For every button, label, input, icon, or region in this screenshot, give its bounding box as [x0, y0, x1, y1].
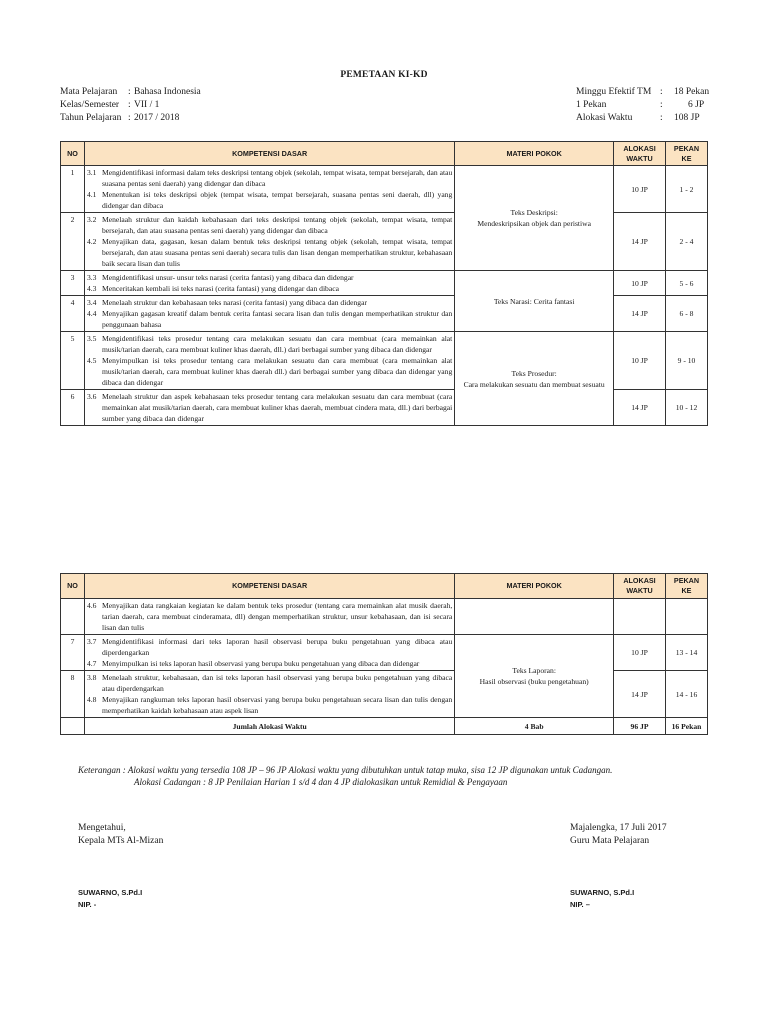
kd-item: 4.8 Menyajikan rangkuman teks laporan hasil observasi yang berupa buku pengetahuan secara lisan dan tulis dengan memperhatikan kaidah kebahasaan atau aspek lisan — [86, 695, 453, 715]
kd-item: 3.6 Menelaah struktur dan aspek kebahasaan teks prosedur tentang cara melakukan sesuatu dan cara membuat (cara memainkan alat musik/tarian daerah, cara membuat kuliner khas daerah, membuat cindera mata, dll.) dari berbagai sumber yang dibaca dan didengar — [86, 392, 453, 423]
row-no: 1 — [61, 166, 85, 213]
kd-cell — [84, 271, 454, 296]
kd-item: 3.7 Mengidentifikasi informasi dari teks laporan hasil observasi berupa buku pengetahuan yang dibaca atau diperdengarkan — [86, 637, 453, 657]
kd-item: 4.2 Menyajikan data, gagasan, kesan dalam bentuk teks deskripsi tentang objek (sekolah, tempat wisata, tempat bersejarah, dan atau suasana pentas seni daerah) secara tulis dan lisan dengan memperhatikan struktur, kebahasaan baik secara lisan dan tulis — [86, 237, 453, 268]
info-value: 108 JP — [674, 113, 700, 123]
kikd-table-2 — [60, 573, 708, 735]
pekan-cell: 2 - 4 — [666, 213, 708, 271]
row-no: 3 — [61, 271, 85, 296]
kd-cell — [84, 599, 454, 635]
table-row — [61, 166, 708, 213]
pekan-cell: 5 - 6 — [666, 271, 708, 296]
signature-left: Mengetahui, Kepala MTs Al-Mizan — [78, 823, 164, 846]
alokasi-cell: 10 JP — [614, 635, 666, 671]
alokasi-cell: 14 JP — [614, 296, 666, 332]
kd-item: 3.4 Menelaah struktur dan kebahasaan teks narasi (cerita fantasi) yang dibaca dan didengar — [86, 298, 368, 307]
kd-item: 4.4 Menyajikan gagasan kreatif dalam bentuk cerita fantasi secara lisan dan tulis dengan memperhatikan struktur dan penggunaan bahasa — [86, 309, 453, 329]
kd-item: 4.7 Menyimpulkan isi teks laporan hasil observasi yang berupa buku pengetahuan yang dibaca dan didengar — [86, 659, 420, 668]
signature-right: Majalengka, 17 Juli 2017 Guru Mata Pelajaran — [570, 823, 667, 846]
kd-cell — [84, 213, 454, 271]
alokasi-cell: 10 JP — [614, 271, 666, 296]
header-alokasi: ALOKASI WAKTU — [614, 142, 666, 166]
header-pekan: PEKAN KE — [666, 142, 708, 166]
alokasi-cell: 14 JP — [614, 213, 666, 271]
alokasi-cell: 10 JP — [614, 166, 666, 213]
kd-item: 4.1 Menentukan isi teks deskripsi objek (tempat wisata, tempat bersejarah, suasana pentas seni daerah, dll) yang didengar dan dibaca — [86, 190, 453, 210]
signature-right-name: SUWARNO, S.Pd.I NIP. – — [570, 888, 635, 909]
table-row — [61, 332, 708, 390]
header-materi: MATERI POKOK — [455, 142, 614, 166]
kd-cell — [84, 671, 454, 718]
info-left: Mata Pelajaran : Bahasa Indonesia Kelas/Semester : VII / 1 Tahun Pelajaran : 2017 / 2018 — [60, 87, 201, 123]
kd-item: 4.3 Menceritakan kembali isi teks narasi (cerita fantasi) yang didengar dan dibaca — [86, 284, 339, 293]
row-no: 2 — [61, 213, 85, 271]
kd-cell — [84, 332, 454, 390]
row-no: 8 — [61, 671, 85, 718]
header-kd: KOMPETENSI DASAR — [84, 574, 454, 599]
info-label: Alokasi Waktu — [576, 113, 633, 123]
pekan-cell: 13 - 14 — [665, 635, 707, 671]
materi-cell: Teks Deskripsi: Mendeskripsikan objek dan peristiwa — [455, 166, 614, 271]
pekan-cell: 14 - 16 — [665, 671, 707, 718]
info-right: Minggu Efektif TM : 18 Pekan 1 Pekan : 6 JP Alokasi Waktu : 108 JP — [576, 87, 710, 123]
header-alokasi: ALOKASI WAKTU — [614, 574, 666, 599]
header-materi: MATERI POKOK — [455, 574, 614, 599]
pekan-cell: 6 - 8 — [666, 296, 708, 332]
kd-cell — [84, 635, 454, 671]
total-row — [61, 718, 708, 735]
info-label: Minggu Efektif TM — [576, 87, 652, 97]
kd-item: 3.1 Mengidentifikasi informasi dalam teks deskripsi tentang objek (sekolah, tempat wisata, tempat bersejarah, dan atau suasana pentas seni daerah) yang didengar dan dibaca — [86, 168, 453, 188]
info-value: VII / 1 — [134, 100, 160, 110]
materi-cell: Teks Laporan: Hasil observasi (buku pengetahuan) — [455, 635, 614, 718]
kd-item: 3.5 Mengidentifikasi teks prosedur tentang cara melakukan sesuatu dan cara membuat (cara memainkan alat musik/tarian daerah, cara membuat kuliner khas daerah, dll.) dari berbagai sumber yang dibaca dan didengar — [86, 334, 453, 354]
kd-cell — [84, 166, 454, 213]
info-value: 6 JP — [688, 100, 705, 110]
info-label: Kelas/Semester — [60, 100, 120, 110]
total-jp: 96 JP — [614, 718, 666, 735]
info-label: 1 Pekan — [576, 100, 607, 110]
pekan-cell: 10 - 12 — [666, 390, 708, 426]
total-pekan: 16 Pekan — [665, 718, 707, 735]
row-no: 5 — [61, 332, 85, 390]
table-row — [61, 599, 708, 635]
info-value: Bahasa Indonesia — [134, 87, 201, 97]
keterangan-note: Keterangan : Alokasi waktu yang tersedia 108 JP – 96 JP Alokasi waktu yang dibutuhkan untuk tatap muka, sisa 12 JP digunakan untuk Cadangan. Alokasi Cadangan : 8 JP Penilaian Harian 1 s/d 4 dan 4 JP dialokasikan untuk Remidial & Pengayaan — [78, 765, 613, 787]
pekan-cell: 1 - 2 — [666, 166, 708, 213]
kd-item: 3.3 Mengidentifikasi unsur- unsur teks narasi (cerita fantasi) yang dibaca dan didengar — [86, 273, 354, 282]
page-title: PEMETAAN KI-KD — [340, 70, 428, 80]
total-label: Jumlah Alokasi Waktu — [84, 718, 454, 735]
alokasi-cell: 14 JP — [614, 390, 666, 426]
table-row — [61, 271, 708, 296]
kd-item: 4.6 Menyajikan data rangkaian kegiatan ke dalam bentuk teks prosedur (tentang cara memainkan alat musik daerah, tarian daerah, cara membuat cinderamata, dll) dengan memperhatikan struktur, unsur kebahasaan, dan isi secara lisan dan tulis — [86, 601, 453, 632]
row-no: 4 — [61, 296, 85, 332]
row-no: 6 — [61, 390, 85, 426]
header-no: NO — [61, 574, 85, 599]
kd-item: 4.5 Menyimpulkan isi teks prosedur tentang cara melakukan sesuatu dan cara membuat (cara memainkan alat musik/tarian daerah, cara membuat kuliner khas daerah dll.) dari berbagai sumber yang dibaca dan didengar yang dibaca dan didengar — [86, 356, 453, 387]
materi-cell: Teks Prosedur: Cara melakukan sesuatu dan membuat sesuatu — [455, 332, 614, 426]
kd-item: 3.8 Menelaah struktur, kebahasaan, dan isi teks laporan hasil observasi yang berupa buku pengetahuan yang dibaca atau diperdengarkan — [86, 673, 453, 693]
info-value: 18 Pekan — [674, 87, 710, 97]
table-row — [61, 635, 708, 671]
materi-cell: Teks Narasi: Cerita fantasi — [455, 271, 614, 332]
header-no: NO — [61, 142, 85, 166]
row-no: 7 — [61, 635, 85, 671]
kd-cell — [84, 390, 454, 426]
pekan-cell: 9 - 10 — [666, 332, 708, 390]
info-label: Mata Pelajaran — [60, 87, 118, 97]
header-kd: KOMPETENSI DASAR — [84, 142, 454, 166]
alokasi-cell: 14 JP — [614, 671, 666, 718]
kikd-table-1 — [60, 141, 708, 426]
header-pekan: PEKAN KE — [665, 574, 707, 599]
info-value: 2017 / 2018 — [134, 113, 180, 123]
signature-left-name: SUWARNO, S.Pd.I NIP. - — [78, 888, 143, 909]
alokasi-cell: 10 JP — [614, 332, 666, 390]
info-label: Tahun Pelajaran — [60, 113, 122, 123]
total-bab: 4 Bab — [455, 718, 614, 735]
kd-item: 3.2 Menelaah struktur dan kaidah kebahasaan dari teks deskripsi tentang objek (sekolah, tempat wisata, tempat bersejarah, dan atau suasana pentas seni daerah) yang didengar dan dibaca — [86, 215, 453, 235]
kd-cell — [84, 296, 454, 332]
